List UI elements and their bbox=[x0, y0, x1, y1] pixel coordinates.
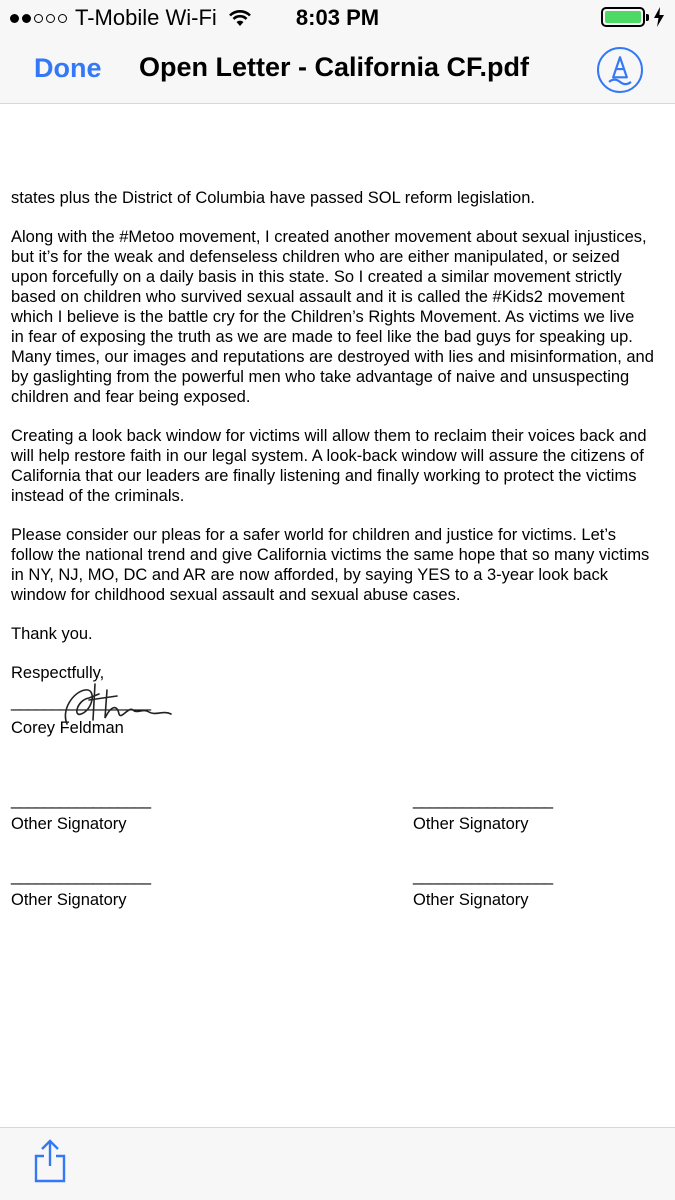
document-line: but it’s for the weak and defenseless children who are either manipulated, or seized bbox=[11, 248, 620, 266]
signature-line: _________________ bbox=[11, 791, 151, 809]
document-line: in fear of exposing the truth as we are made to feel like the bad guys for speaking up. bbox=[11, 328, 633, 346]
other-signatory-label: Other Signatory bbox=[413, 891, 529, 909]
share-icon[interactable] bbox=[33, 1138, 67, 1184]
done-button[interactable]: Done bbox=[34, 53, 102, 83]
other-signatory-label: Other Signatory bbox=[11, 815, 127, 833]
document-line: California that our leaders are finally listening and finally working to protect the victims bbox=[11, 467, 637, 485]
other-signatory-label: Other Signatory bbox=[11, 891, 127, 909]
handwritten-signature bbox=[59, 680, 179, 730]
status-time: 8:03 PM bbox=[295, 5, 380, 30]
nav-bar bbox=[0, 36, 675, 104]
status-bar bbox=[0, 0, 675, 36]
markup-pen-icon[interactable] bbox=[597, 47, 643, 93]
document-line: states plus the District of Columbia have passed SOL reform legislation. bbox=[11, 189, 535, 207]
status-right bbox=[601, 7, 665, 27]
document-paragraph bbox=[11, 624, 661, 644]
battery-icon bbox=[601, 7, 645, 27]
document-line: based on children who survived sexual assault and it is called the #Kids2 movement bbox=[11, 288, 625, 306]
document-line: Respectfully, bbox=[11, 664, 105, 682]
document-line: window for childhood sexual assault and sexual abuse cases. bbox=[11, 586, 461, 604]
document-paragraph bbox=[11, 426, 661, 506]
document-line: in NY, NJ, MO, DC and AR are now afforded, by saying YES to a 3-year look back bbox=[11, 566, 609, 584]
carrier-name: T-Mobile Wi-Fi bbox=[75, 5, 217, 30]
document-line: instead of the criminals. bbox=[11, 487, 185, 505]
signature-block bbox=[11, 680, 211, 738]
signature-line: _________________ bbox=[11, 693, 151, 711]
other-signatory-4 bbox=[413, 866, 633, 910]
signature-line: _________________ bbox=[413, 791, 553, 809]
document-line: Along with the #Metoo movement, I created another movement about sexual injustices, bbox=[11, 228, 647, 246]
other-signatory-3 bbox=[11, 866, 231, 910]
other-signatory-label: Other Signatory bbox=[413, 815, 529, 833]
document-title: Open Letter - California CF.pdf bbox=[139, 52, 530, 82]
other-signatory-1 bbox=[11, 790, 231, 834]
document-line: by gaslighting from the powerful men who take advantage of naive and unsuspecting bbox=[11, 368, 630, 386]
document-line: children and fear being exposed. bbox=[11, 388, 251, 406]
pdf-page-content bbox=[11, 188, 661, 702]
signature-line: _________________ bbox=[11, 867, 151, 885]
other-signatory-2 bbox=[413, 790, 633, 834]
document-line: follow the national trend and give California victims the same hope that so many victims bbox=[11, 546, 650, 564]
document-line: Please consider our pleas for a safer world for children and justice for victims. Let’s bbox=[11, 526, 616, 544]
signer-name: Corey Feldman bbox=[11, 719, 124, 737]
document-line: upon forcefully on a daily basis in this state. So I created a similar movement strictly bbox=[11, 268, 622, 286]
signature-line: _________________ bbox=[413, 867, 553, 885]
document-paragraph bbox=[11, 227, 661, 407]
document-paragraph bbox=[11, 525, 661, 605]
document-line: which I believe is the battle cry for the Children’s Rights Movement. As victims we live bbox=[11, 308, 635, 326]
bottom-toolbar bbox=[0, 1127, 675, 1200]
document-line: Many times, our images and reputations are destroyed with lies and misinformation, and bbox=[11, 348, 654, 366]
charging-icon bbox=[653, 7, 665, 27]
document-paragraph bbox=[11, 188, 661, 208]
document-line: Creating a look back window for victims will allow them to reclaim their voices back and bbox=[11, 427, 647, 445]
document-line: will help restore faith in our legal system. A look-back window will assure the citizens of bbox=[11, 447, 644, 465]
document-line: Thank you. bbox=[11, 625, 93, 643]
